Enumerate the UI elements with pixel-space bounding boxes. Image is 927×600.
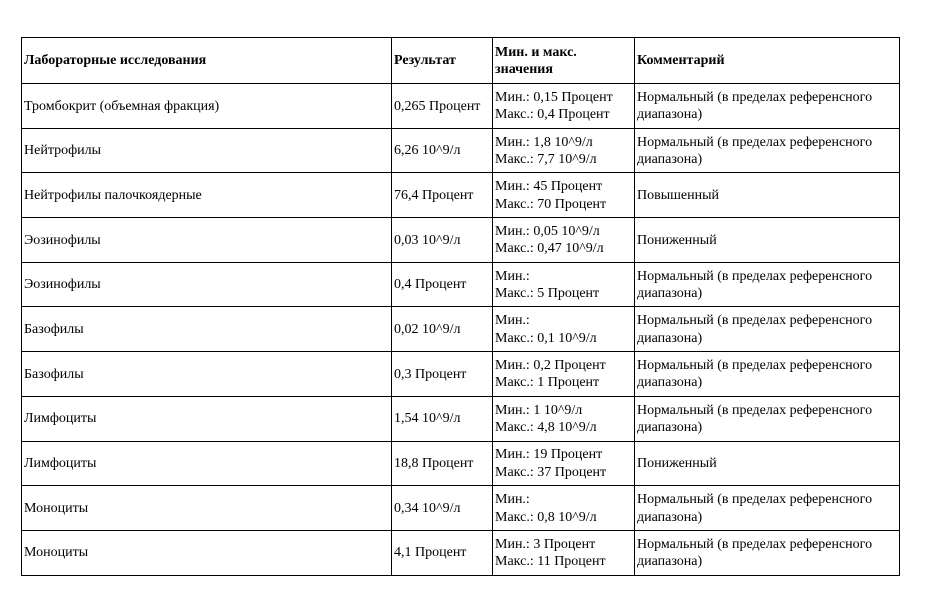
table-row: [22, 218, 900, 263]
table-body: [22, 84, 900, 576]
header-range: Мин. и макс. значения: [493, 38, 635, 84]
range-max: Макс.: 4,8 10^9/л: [495, 420, 597, 436]
cell-test: Базофилы: [22, 307, 392, 352]
range-max: Макс.: 0,47 10^9/л: [495, 241, 604, 257]
cell-range: [493, 173, 635, 218]
cell-result: 18,8 Процент: [392, 441, 493, 486]
header-test: Лабораторные исследования: [22, 38, 392, 84]
cell-comment: Нормальный (в пределах референсного диапазона): [635, 486, 900, 531]
range-max: Макс.: 5 Процент: [495, 286, 600, 302]
cell-range: [493, 84, 635, 129]
cell-test: Нейтрофилы палочкоядерные: [22, 173, 392, 218]
cell-comment: Нормальный (в пределах референсного диапазона): [635, 396, 900, 441]
range-max: Макс.: 0,8 10^9/л: [495, 509, 597, 525]
cell-comment: Нормальный (в пределах референсного диапазона): [635, 128, 900, 173]
table-row: [22, 530, 900, 575]
cell-range: [493, 486, 635, 531]
cell-range: [493, 396, 635, 441]
cell-range: [493, 262, 635, 307]
table-row: [22, 84, 900, 129]
range-min: Мин.: 0,2 Процент: [495, 357, 606, 373]
range-min: Мин.:: [495, 313, 530, 329]
table-row: [22, 396, 900, 441]
range-min: Мин.: 19 Процент: [495, 447, 603, 463]
range-max: Макс.: 70 Процент: [495, 196, 607, 212]
range-min: Мин.:: [495, 492, 530, 508]
range-min: Мин.: 0,05 10^9/л: [495, 223, 600, 239]
table-row: [22, 262, 900, 307]
cell-result: 0,34 10^9/л: [392, 486, 493, 531]
table-row: [22, 173, 900, 218]
cell-range: [493, 530, 635, 575]
cell-comment: Повышенный: [635, 173, 900, 218]
cell-test: Моноциты: [22, 530, 392, 575]
table-row: [22, 128, 900, 173]
table-row: [22, 486, 900, 531]
range-min: Мин.: 1 10^9/л: [495, 402, 583, 418]
cell-test: Тромбокрит (объемная фракция): [22, 84, 392, 129]
cell-comment: Нормальный (в пределах референсного диапазона): [635, 84, 900, 129]
range-min: Мин.: 0,15 Процент: [495, 89, 613, 105]
header-result: Результат: [392, 38, 493, 84]
table-row: [22, 441, 900, 486]
range-max: Макс.: 11 Процент: [495, 554, 606, 570]
range-min: Мин.: 3 Процент: [495, 536, 596, 552]
cell-comment: Нормальный (в пределах референсного диапазона): [635, 262, 900, 307]
cell-comment: Нормальный (в пределах референсного диапазона): [635, 307, 900, 352]
range-min: Мин.: 1,8 10^9/л: [495, 134, 593, 150]
cell-test: Эозинофилы: [22, 218, 392, 263]
lab-results-table: [21, 37, 900, 576]
range-min: Мин.:: [495, 268, 530, 284]
cell-result: 1,54 10^9/л: [392, 396, 493, 441]
cell-result: 6,26 10^9/л: [392, 128, 493, 173]
range-max: Макс.: 0,1 10^9/л: [495, 330, 597, 346]
cell-test: Лимфоциты: [22, 396, 392, 441]
cell-range: [493, 352, 635, 397]
table-row: [22, 352, 900, 397]
table-row: [22, 307, 900, 352]
range-min: Мин.: 45 Процент: [495, 179, 603, 195]
cell-comment: Нормальный (в пределах референсного диапазона): [635, 530, 900, 575]
range-max: Макс.: 37 Процент: [495, 464, 607, 480]
cell-range: [493, 128, 635, 173]
cell-result: 4,1 Процент: [392, 530, 493, 575]
cell-result: 0,03 10^9/л: [392, 218, 493, 263]
cell-comment: Нормальный (в пределах референсного диапазона): [635, 352, 900, 397]
table-header-row: [22, 38, 900, 84]
cell-range: [493, 441, 635, 486]
range-max: Макс.: 7,7 10^9/л: [495, 152, 597, 168]
cell-comment: Пониженный: [635, 218, 900, 263]
cell-result: 76,4 Процент: [392, 173, 493, 218]
cell-result: 0,4 Процент: [392, 262, 493, 307]
cell-test: Моноциты: [22, 486, 392, 531]
cell-result: 0,3 Процент: [392, 352, 493, 397]
cell-result: 0,02 10^9/л: [392, 307, 493, 352]
header-comment: Комментарий: [635, 38, 900, 84]
cell-comment: Пониженный: [635, 441, 900, 486]
cell-test: Лимфоциты: [22, 441, 392, 486]
cell-range: [493, 218, 635, 263]
range-max: Макс.: 1 Процент: [495, 375, 600, 391]
cell-test: Нейтрофилы: [22, 128, 392, 173]
range-max: Макс.: 0,4 Процент: [495, 107, 610, 123]
cell-range: [493, 307, 635, 352]
cell-test: Эозинофилы: [22, 262, 392, 307]
cell-test: Базофилы: [22, 352, 392, 397]
cell-result: 0,265 Процент: [392, 84, 493, 129]
